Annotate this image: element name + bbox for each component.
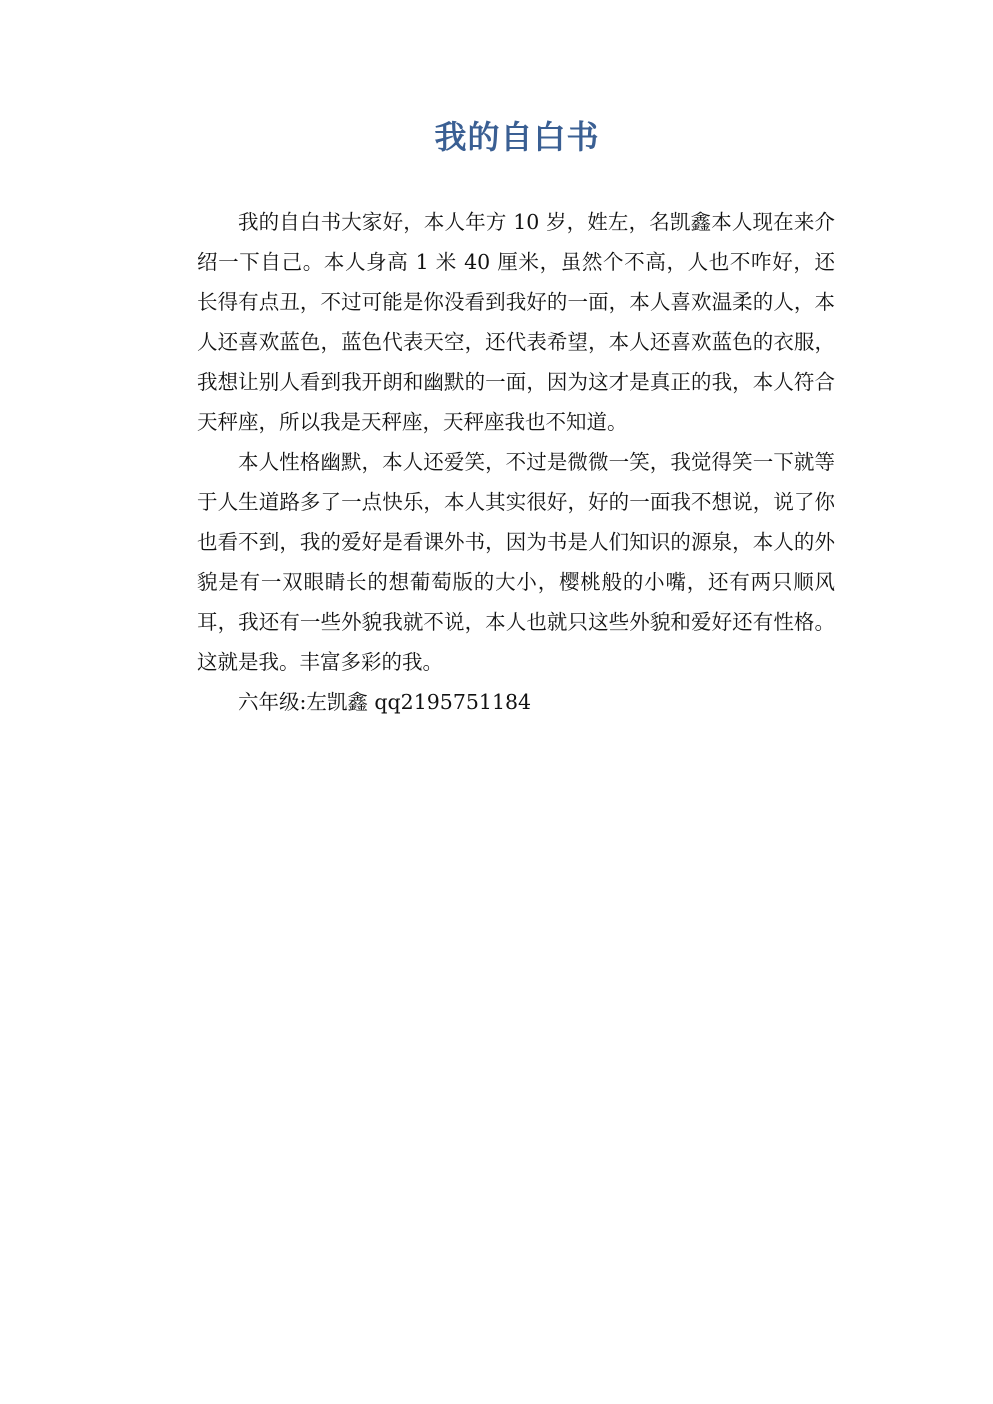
document-body	[197, 202, 835, 722]
paragraph-intro: 我的自白书大家好，本人年方 10 岁，姓左，名凯鑫本人现在来介绍一下自己。本人身高 1 米 40 厘米，虽然个不高，人也不咋好，还长得有点丑，不过可能是你没看到我好的一面，本人喜欢温柔的人，本人还喜欢蓝色，蓝色代表天空，还代表希望，本人还喜欢蓝色的衣服，我想让别人看到我开朗和幽默的一面，因为这才是真正的我，本人符合天秤座，所以我是天秤座，天秤座我也不知道。	[197, 210, 835, 434]
author-signature: 六年级:左凯鑫 qq2195751184	[238, 690, 532, 714]
document-title: 我的自白书	[434, 118, 600, 156]
paragraph-personality: 本人性格幽默，本人还爱笑，不过是微微一笑，我觉得笑一下就等于人生道路多了一点快乐，本人其实很好，好的一面我不想说，说了你也看不到，我的爱好是看课外书，因为书是人们知识的源泉，本人的外貌是有一双眼睛长的想葡萄版的大小，樱桃般的小嘴，还有两只顺风耳，我还有一些外貌我就不说，本人也就只这些外貌和爱好还有性格。这就是我。丰富多彩的我。	[197, 450, 835, 674]
